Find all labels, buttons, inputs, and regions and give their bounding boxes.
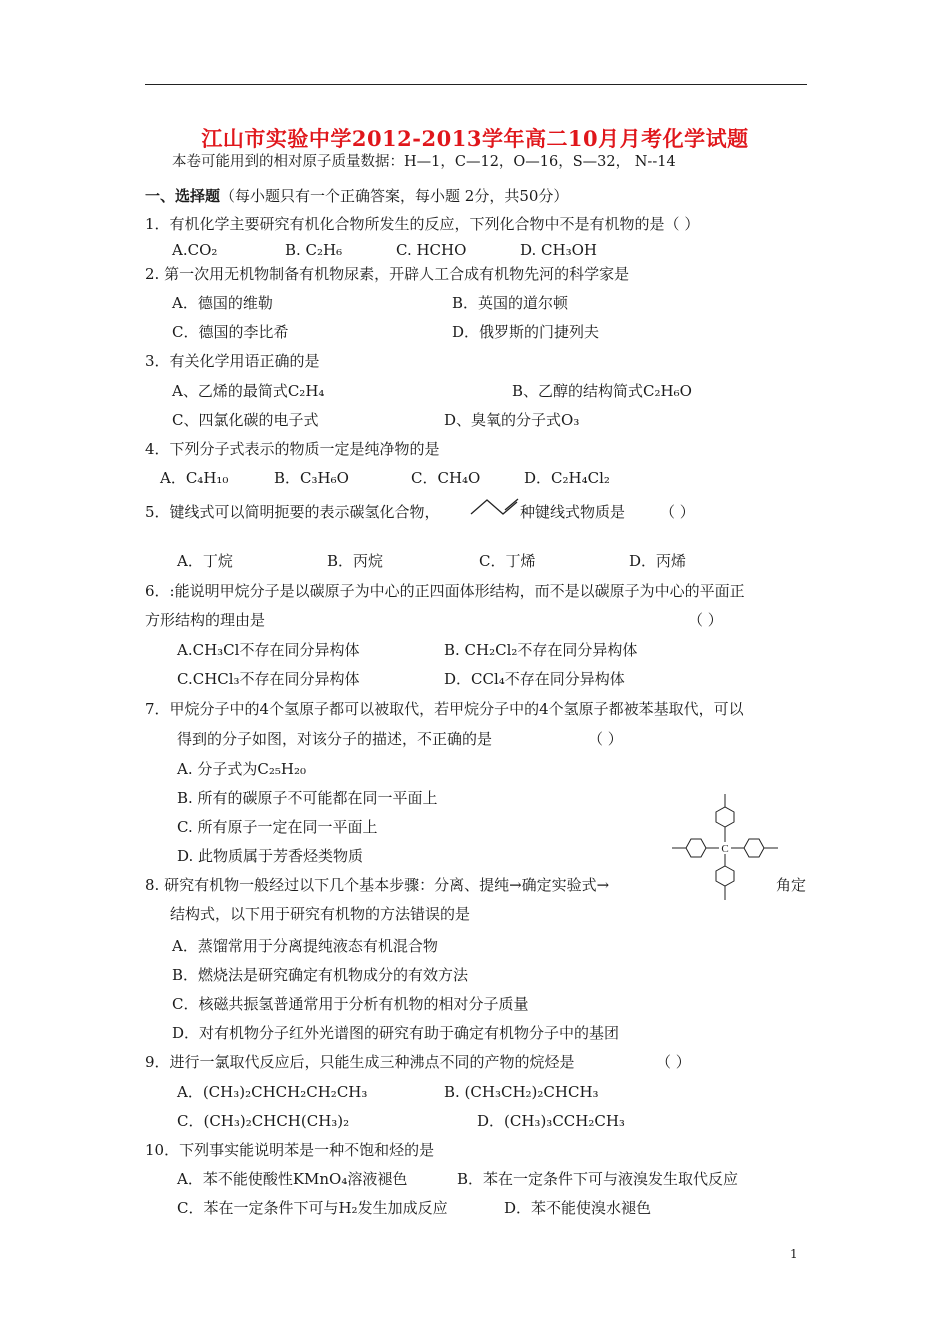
q10-opt-b: B．苯在一定条件下可与液溴发生取代反应	[457, 1170, 739, 1188]
page-number: 1	[790, 1247, 798, 1261]
q9-opt-d: D．(CH₃)₃CCH₂CH₃	[477, 1112, 625, 1130]
q2-opt-a: A．德国的维勒	[172, 294, 273, 312]
q3-opt-c: C、四氯化碳的电子式	[172, 411, 319, 429]
q9-opt-a: A．(CH₃)₂CHCH₂CH₂CH₃	[177, 1083, 368, 1101]
q8-opt-c: C．核磁共振氢普通常用于分析有机物的相对分子质量	[172, 995, 529, 1013]
q2-stem: 2. 第一次用无机物制备有机物尿素，开辟人工合成有机物先河的科学家是	[145, 265, 630, 283]
q6-stem2: 方形结构的理由是	[145, 611, 266, 629]
q5-opt-b: B．丙烷	[327, 552, 384, 570]
q4-opt-a: A．C₄H₁₀	[160, 469, 229, 487]
q6-opt-b: B. CH₂Cl₂不存在同分异构体	[444, 641, 638, 659]
exam-title: 江山市实验中学2012-2013学年高二10月月考化学试题	[201, 126, 749, 151]
q1-opt-c: C. HCHO	[396, 241, 467, 259]
q7-opt-d: D. 此物质属于芳香烃类物质	[177, 847, 364, 865]
q9-stem: 9．进行一氯取代反应后，只能生成三种沸点不同的产物的烷烃是	[145, 1053, 575, 1071]
section1-note: （每小题只有一个正确答案，每小题 2分，共50分）	[220, 187, 569, 205]
q5-stem-a: 5．键线式可以简明扼要的表示碳氢化合物，	[145, 503, 440, 521]
q10-stem: 10．下列事实能说明苯是一种不饱和烃的是	[145, 1141, 435, 1159]
q10-opt-c: C．苯在一定条件下可与H₂发生加成反应	[177, 1199, 448, 1217]
q8-opt-b: B．燃烧法是研究确定有机物成分的有效方法	[172, 966, 469, 984]
section1-heading	[145, 186, 568, 206]
q1-stem: 1．有机化学主要研究有机化合物所发生的反应，下列化合物中不是有机物的是（ ）	[145, 215, 700, 233]
q9-opt-b: B. (CH₃CH₂)₂CHCH₃	[444, 1083, 599, 1101]
q4-opt-c: C．CH₄O	[411, 469, 481, 487]
q1-opt-d: D. CH₃OH	[520, 241, 597, 259]
section1-label: 一、选择题	[145, 187, 221, 205]
q7-stem1: 7．甲烷分子中的4个氢原子都可以被取代，若甲烷分子中的4个氢原子都被苯基取代，可以	[145, 700, 744, 718]
q5-bondline-figure	[469, 496, 521, 518]
q10-opt-a: A．苯不能使酸性KMnO₄溶液褪色	[177, 1170, 408, 1188]
q6-stem1: 6．:能说明甲烷分子是以碳原子为中心的正四面体形结构，而不是以碳原子为中心的平面正	[145, 582, 745, 600]
header-rule	[145, 84, 807, 85]
q5-opt-d: D．丙烯	[629, 552, 687, 570]
q7-tetraphenylmethane-figure	[668, 790, 782, 906]
q7-paren: （ ）	[588, 730, 623, 748]
q4-opt-b: B．C₃H₆O	[274, 469, 349, 487]
q8-stem1: 8. 研究有机物一般经过以下几个基本步骤：分离、提纯→确定实验式→	[145, 876, 610, 894]
q2-opt-b: B．英国的道尔顿	[452, 294, 569, 312]
q7-figure-atom: C	[721, 843, 729, 855]
q10-opt-d: D．苯不能使溴水褪色	[504, 1199, 652, 1217]
q3-opt-d: D、臭氧的分子式O₃	[444, 411, 580, 429]
q9-opt-c: C．(CH₃)₂CHCH(CH₃)₂	[177, 1112, 350, 1130]
q8-opt-d: D．对有机物分子红外光谱图的研究有助于确定有机物分子中的基团	[172, 1024, 620, 1042]
q6-paren: （ ）	[688, 611, 723, 629]
q1-opt-b: B. C₂H₆	[285, 241, 343, 259]
q1-opt-a: A.CO₂	[172, 241, 218, 259]
q7-opt-b: B. 所有的碳原子不可能都在同一平面上	[177, 789, 438, 807]
q5-stem-b: 种键线式物质是	[520, 503, 626, 521]
q5-opt-a: A．丁烷	[177, 552, 233, 570]
q5-paren: （ ）	[660, 503, 695, 521]
q3-opt-b: B、乙醇的结构简式C₂H₆O	[512, 382, 692, 400]
atomic-mass-note: 本卷可能用到的相对原子质量数据：H—1，C—12，O—16，S—32， N--14	[172, 154, 676, 170]
q8-stem2: 结构式，以下用于研究有机物的方法错误的是	[170, 905, 471, 923]
q3-stem: 3．有关化学用语正确的是	[145, 352, 320, 370]
q9-paren: （ ）	[656, 1053, 691, 1071]
q7-opt-a: A. 分子式为C₂₅H₂₀	[177, 760, 306, 778]
q6-opt-c: C.CHCl₃不存在同分异构体	[177, 670, 360, 688]
q8-stem1-tail: 角定	[776, 876, 807, 894]
q8-opt-a: A．蒸馏常用于分离提纯液态有机混合物	[172, 937, 438, 955]
q4-stem: 4．下列分子式表示的物质一定是纯净物的是	[145, 440, 440, 458]
q6-opt-a: A.CH₃Cl不存在同分异构体	[177, 641, 360, 659]
q5-opt-c: C．丁烯	[479, 552, 536, 570]
q6-opt-d: D．CCl₄不存在同分异构体	[444, 670, 625, 688]
q7-opt-c: C. 所有原子一定在同一平面上	[177, 818, 378, 836]
q7-stem2: 得到的分子如图，对该分子的描述，不正确的是	[177, 730, 493, 748]
q2-opt-d: D．俄罗斯的门捷列夫	[452, 323, 600, 341]
q2-opt-c: C．德国的李比希	[172, 323, 289, 341]
q4-opt-d: D．C₂H₄Cl₂	[524, 469, 610, 487]
q3-opt-a: A、乙烯的最简式C₂H₄	[172, 382, 325, 400]
